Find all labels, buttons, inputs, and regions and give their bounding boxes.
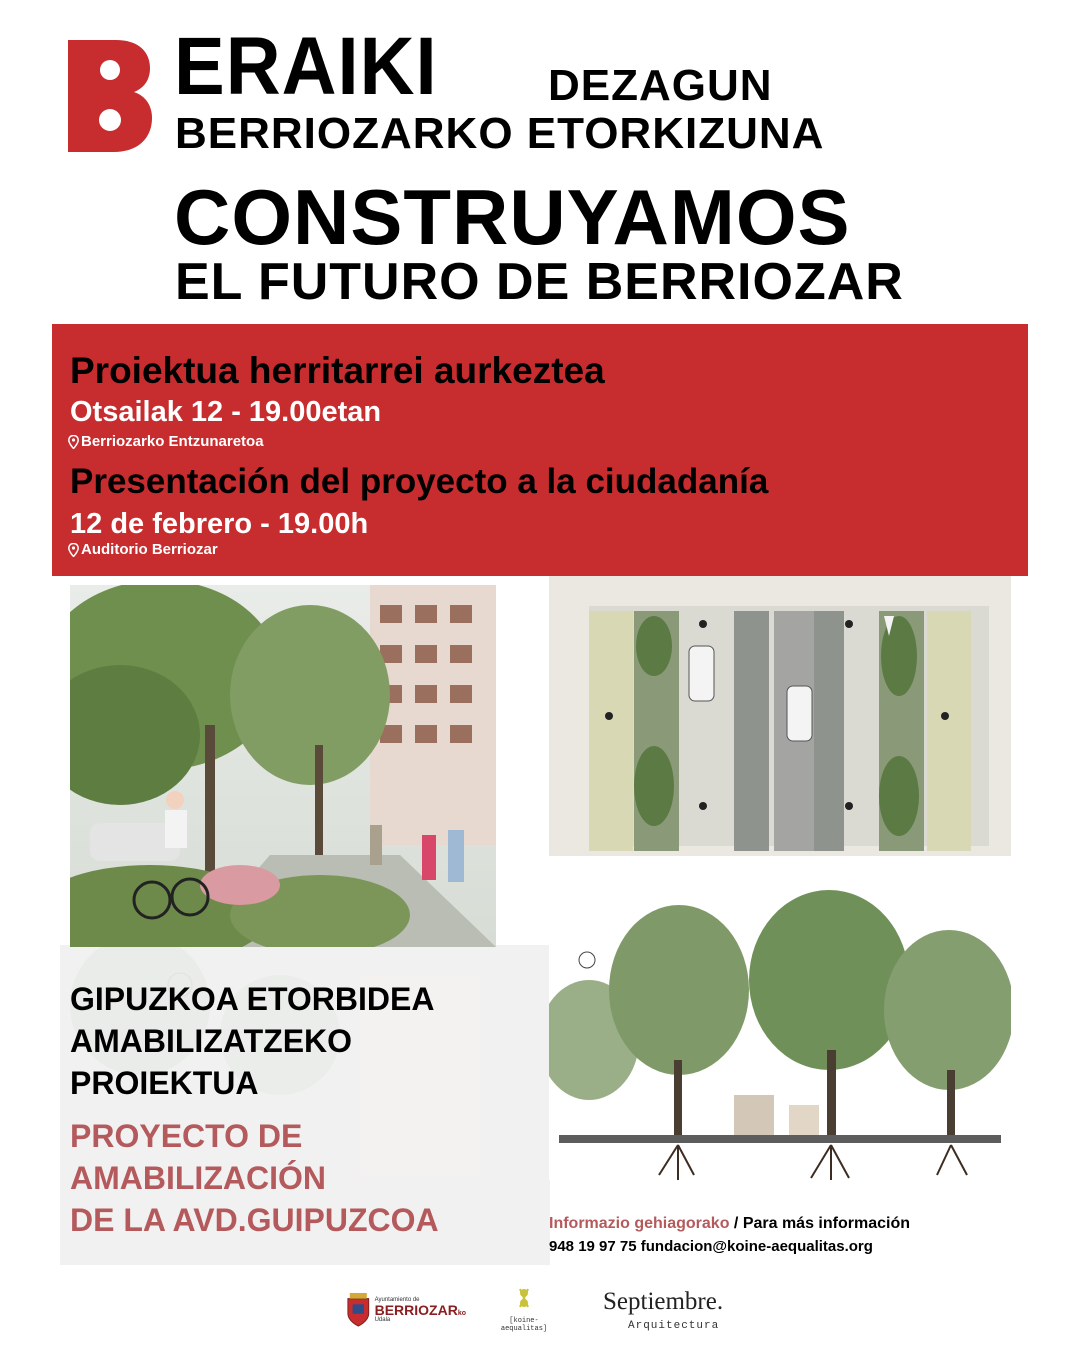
street-render-image [70, 585, 496, 947]
location-pin-icon [68, 543, 79, 557]
koine-logo [492, 1286, 556, 1333]
project-title-eu [70, 978, 434, 1104]
ayto-top-text: Ayuntamiento de [374, 1297, 420, 1303]
project-title-es-line1: PROYECTO DE [70, 1118, 303, 1154]
septiembre-logo-name: Septiembre. [603, 1288, 724, 1315]
event-title-eu: Proiektua herritarrei aurkeztea [70, 350, 605, 391]
coat-of-arms-icon [346, 1292, 371, 1328]
event-date-eu: Otsailak 12 - 19.00etan [70, 396, 382, 428]
ayto-name: BERRIOZAR [374, 1302, 458, 1318]
project-title-eu-line1: GIPUZKOA ETORBIDEA [70, 981, 435, 1017]
project-title-eu-line3: PROIEKTUA [70, 1065, 259, 1101]
berriozar-council-logo [346, 1288, 466, 1332]
more-info-label [549, 1215, 910, 1233]
event-place-es [68, 541, 218, 558]
ayto-suffix: ko [457, 1310, 466, 1317]
b-logo [68, 40, 152, 152]
project-title-eu-line2: AMABILIZATZEKO [70, 1023, 353, 1059]
koine-mark-icon [514, 1286, 534, 1312]
event-place-eu [68, 433, 264, 450]
more-info-eu: Informazio gehiagorako [549, 1215, 730, 1232]
headline-eraiki: ERAIKI [174, 20, 438, 113]
project-title-es-line3: DE LA AVD.GUIPUZCOA [70, 1202, 439, 1238]
location-pin-icon [68, 435, 79, 449]
contact-line [549, 1238, 873, 1255]
contact-email[interactable]: fundacion@koine-aequalitas.org [640, 1238, 873, 1255]
project-title-es [70, 1115, 439, 1241]
headline-berriozarko: BERRIOZARKO ETORKIZUNA [175, 109, 825, 158]
koine-text: [koine-aequalitas] [500, 1317, 548, 1333]
ayto-bottom-text: Udala [374, 1317, 391, 1323]
event-place-eu-label: Berriozarko Entzunaretoa [81, 433, 264, 450]
more-info-separator: / [729, 1215, 743, 1232]
project-title-es-line2: AMABILIZACIÓN [70, 1160, 326, 1196]
headline-dezagun: DEZAGUN [548, 61, 773, 110]
street-plan-image [549, 576, 1011, 856]
event-title-es: Presentación del proyecto a la ciudadanía [70, 462, 769, 501]
more-info-es: Para más información [742, 1215, 910, 1232]
headline-futuro: EL FUTURO DE BERRIOZAR [175, 253, 904, 311]
street-section-image [549, 890, 1011, 1180]
contact-phone: 948 19 97 75 [549, 1238, 637, 1255]
septiembre-logo-sub: Arquitectura [628, 1320, 720, 1332]
event-date-es: 12 de febrero - 19.00h [70, 508, 369, 540]
headline-construyamos: CONSTRUYAMOS [174, 173, 851, 261]
event-place-es-label: Auditorio Berriozar [81, 541, 218, 558]
